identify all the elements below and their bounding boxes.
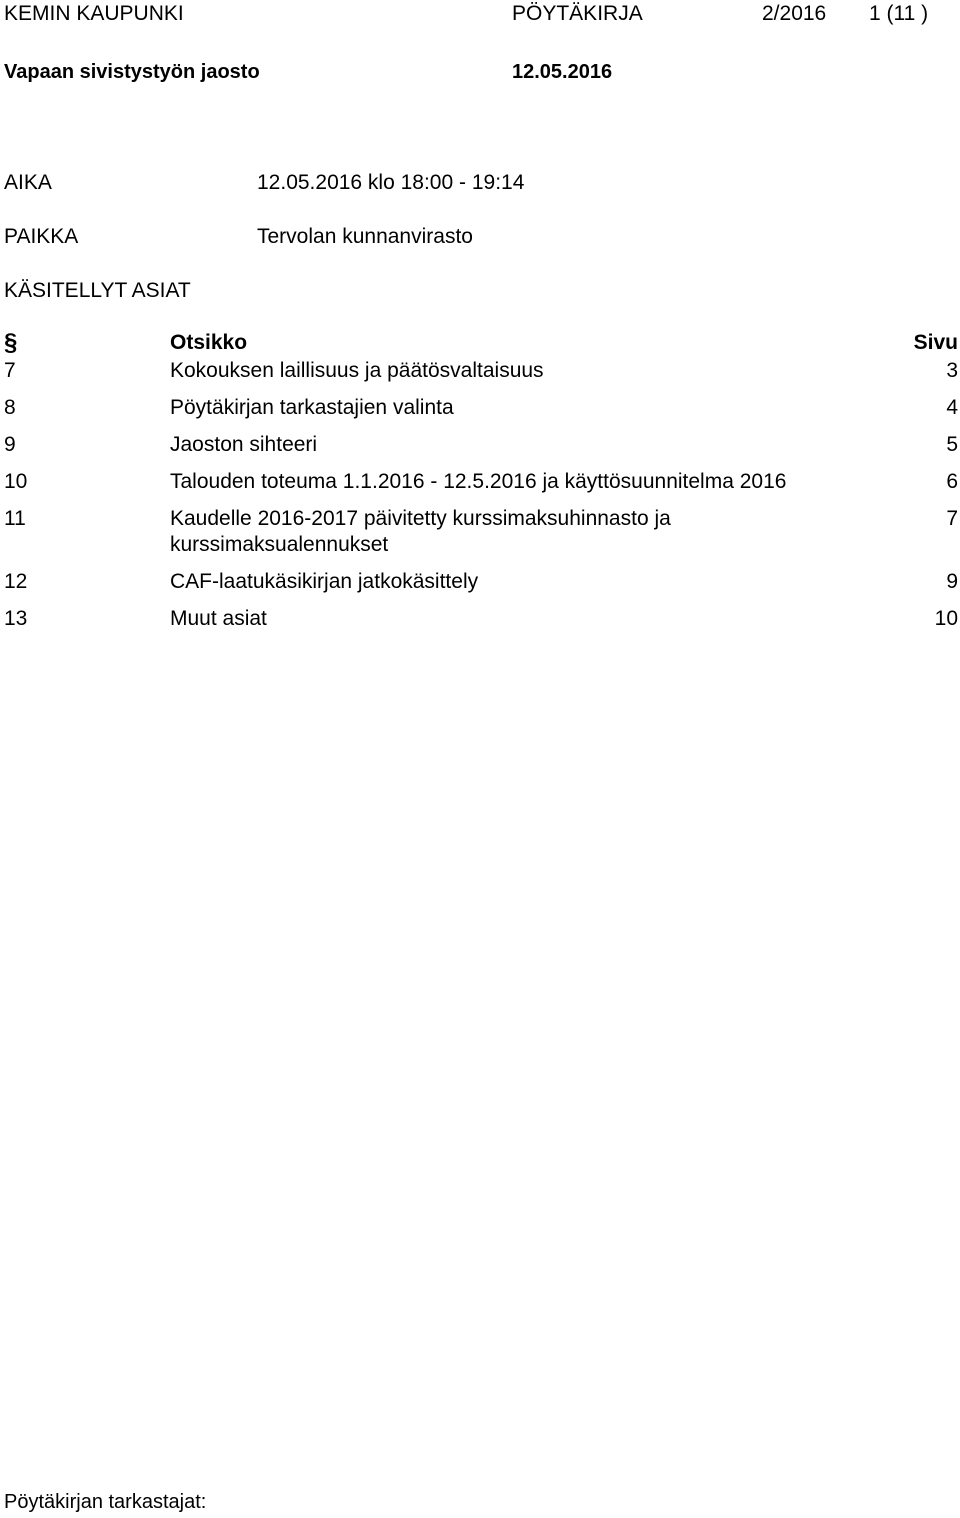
document-number: 2/2016 <box>762 2 827 25</box>
agenda-item-number: 8 <box>4 396 16 419</box>
agenda-item-page: 7 <box>946 507 958 530</box>
agenda-item-number: 11 <box>4 507 26 530</box>
agenda-item-title: Pöytäkirjan tarkastajien valinta <box>170 396 454 419</box>
agenda-item-title: CAF-laatukäsikirjan jatkokäsittely <box>170 570 479 593</box>
agenda-item-number: 12 <box>4 570 28 593</box>
organization-name: KEMIN KAUPUNKI <box>4 2 184 25</box>
agenda-item-page: 6 <box>946 470 958 493</box>
agenda-item-number: 7 <box>4 359 16 382</box>
column-header-page: Sivu <box>913 331 958 354</box>
column-header-title: Otsikko <box>170 331 248 354</box>
agenda-item-title: Talouden toteuma 1.1.2016 - 12.5.2016 ja käyttösuunnitelma 2016 <box>170 470 787 493</box>
meeting-date: 12.05.2016 <box>512 61 613 83</box>
paragraph-section-icon: § <box>4 329 18 356</box>
agenda-item-number: 13 <box>4 607 28 630</box>
agenda-item <box>4 358 958 384</box>
committee-name: Vapaan sivistystyön jaosto <box>4 61 260 83</box>
minutes-checkers-label: Pöytäkirjan tarkastajat: <box>4 1491 207 1513</box>
document-type: PÖYTÄKIRJA <box>512 2 643 25</box>
agenda-item-page: 5 <box>946 433 958 456</box>
agenda-item <box>4 395 958 421</box>
agenda-header-row <box>4 330 958 358</box>
agenda-item-number: 10 <box>4 470 28 493</box>
agenda-item <box>4 606 958 632</box>
agenda-item <box>4 506 958 558</box>
agenda-item-page: 3 <box>946 359 958 382</box>
agenda-item-number: 9 <box>4 433 16 456</box>
place-label: PAIKKA <box>4 225 79 248</box>
agenda-item <box>4 469 958 495</box>
agenda-item-page: 10 <box>934 607 958 630</box>
agenda-item-title: Kokouksen laillisuus ja päätösvaltaisuus <box>170 359 544 382</box>
agenda-item-page: 9 <box>946 570 958 593</box>
agenda-item-title: Kaudelle 2016-2017 päivitetty kurssimaksuhinnasto ja kurssimaksualennukset <box>170 507 671 556</box>
agenda-item-page: 4 <box>946 396 958 419</box>
time-label: AIKA <box>4 171 52 194</box>
place-value: Tervolan kunnanvirasto <box>257 225 473 248</box>
agenda-item-title: Muut asiat <box>170 607 267 630</box>
agenda-section-title: KÄSITELLYT ASIAT <box>4 279 191 302</box>
agenda-item-title: Jaoston sihteeri <box>170 433 318 456</box>
agenda-item <box>4 432 958 458</box>
agenda-item <box>4 569 958 595</box>
page-indicator: 1 (11 ) <box>869 2 929 25</box>
time-value: 12.05.2016 klo 18:00 - 19:14 <box>257 171 525 194</box>
agenda-table <box>4 330 958 643</box>
